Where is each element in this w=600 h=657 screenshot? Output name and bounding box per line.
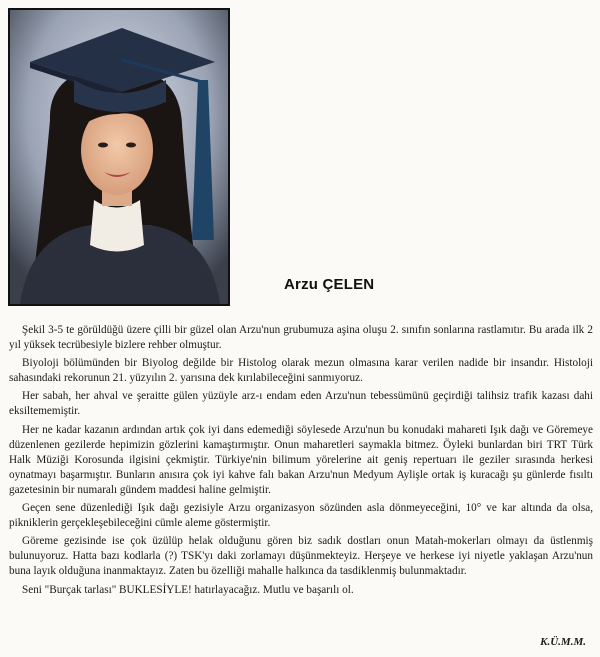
paragraph-6: Göreme gezisinde ise çok üzülüp helak olduğunu gören biz sadık dostları onun Matah-mokerları olmayı da üstlenmiş bulunuyoruz. Hatta bazı kodlarla (?) TSK'yı daki zorlamayı düşünmekteyiz. Herşeye ve herkese iyi niyetle yaklaşan Arzu'nun buna layık olduğuna inanmaktayız. Zaten bu özelliği mahalle halkınca da tasdiklenmiş bulunmaktadır. [9, 535, 593, 578]
signature: K.Ü.M.M. [540, 636, 586, 648]
biography-text [9, 323, 593, 601]
paragraph-4: Her ne kadar kazanın ardından artık çok iyi dans edemediği söylesede Arzu'nun bu konudaki mahareti Işık dağı ve Göremeye düzenlenen gezilerde hepimizin gözlerini kamaştırmıştır. Onun maharetleri saymakla bitmez. Öyleki bunlardan biri TRT Türk Halk Müziği Korosunda ilgisini çekmiştir. Türkiye'nin bilimum yörelerine ait geniş repertuarı ile geziler sırasında herkesi oynatmayı başarmıştır. Bunların anısıra çok iyi kahve falı bakan Arzu'nun Medyum Aylişle ortak iş kuracağı şu günlerde fısıltı gazetesinin bir numaralı gündem maddesi haline gelmiştir. [9, 423, 593, 496]
paragraph-5: Geçen sene düzenlediği Işık dağı gezisiyle Arzu organizasyon sözünden asla dönmeyeceğini, 10° ve kar altında da olsa, pikniklerin gerçekleşebileceğini cümle aleme göstermiştir. [9, 502, 593, 530]
paragraph-7: Seni "Burçak tarlası" BUKLESİYLE! hatırlayacağız. Mutlu ve başarılı ol. [22, 583, 354, 596]
graduation-portrait-illustration [10, 10, 228, 304]
person-name: Arzu ÇELEN [284, 276, 375, 293]
graduation-photo [8, 8, 230, 306]
paragraph-2: Biyoloji bölümünden bir Biyolog değilde bir Histolog olarak mezun olmasına karar verilen nadide bir insandır. Histoloji sahasındaki rekorunun 21. yüzyılın 2. yarısına dek kırılabileceğini sanmıyoruz. [9, 357, 593, 385]
paragraph-3: Her sabah, her ahval ve şeraitte gülen yüzüyle arz-ı endam eden Arzu'nun tebessümünü geçirdiği talihsiz trafik kazası dahi eksiltememiştir. [9, 390, 593, 418]
paragraph-1: Şekil 3-5 te görüldüğü üzere çilli bir güzel olan Arzu'nun grubumuza aşina oluşu 2. sınıfın sonlarına rastlamıtır. Bu arada ilk 2 yıl yüksek tecrübesiyle bizlere rehber olmuştur. [9, 324, 593, 352]
